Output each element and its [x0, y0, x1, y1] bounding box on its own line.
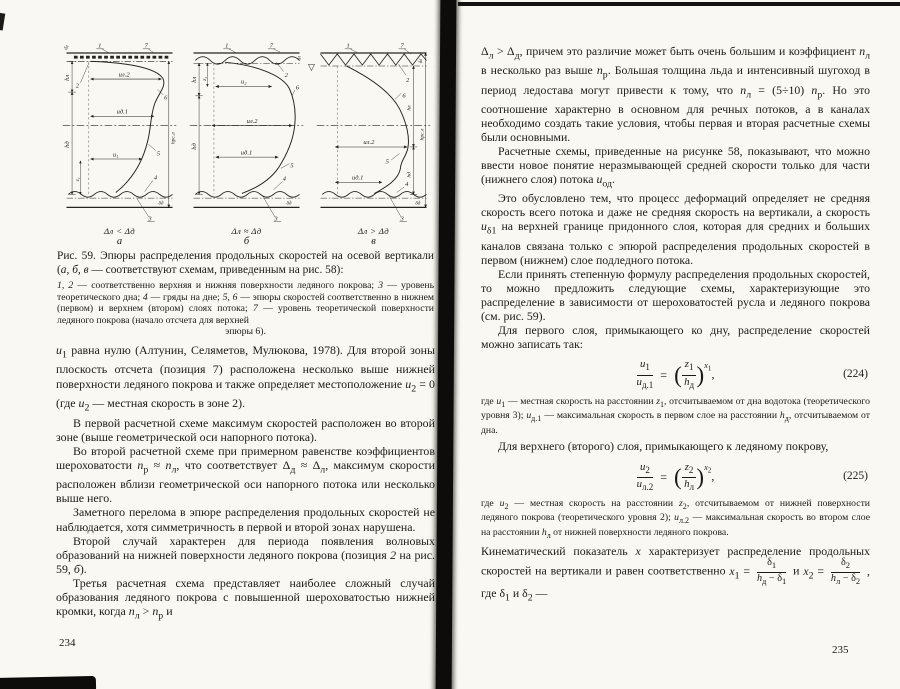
- page-right: [456, 0, 900, 689]
- paragraph: Для первого слоя, примыкающего ко дну, распределение скоростей можно записать так:: [481, 322, 870, 351]
- comma: ,: [711, 366, 715, 381]
- open-paren: (: [674, 362, 682, 388]
- conjunction: и: [793, 563, 800, 578]
- callout-4: 4: [153, 174, 158, 182]
- caption-title: Рис. 59. Эпюры распределения продольных скоростей на осевой вертикали (а, б, в — соответствуют схемам, приведенным на рис. 58):: [57, 250, 434, 276]
- paragraph: Для верхнего (второго) слоя, примыкающего к ледяному покрову,: [498, 439, 829, 454]
- label-u-d1: uд.1: [116, 108, 129, 116]
- diagram-b-svg: [185, 40, 308, 226]
- dim-h-l: hл: [63, 74, 71, 81]
- callout-1: 1: [346, 42, 350, 50]
- callout-7: 7: [144, 42, 148, 50]
- equals-sign: =: [660, 368, 668, 383]
- x1-lhs: $x_1$ =: [729, 563, 751, 582]
- condition-v: Δл > Δд: [357, 226, 390, 236]
- water-level-icon: ▽: [308, 62, 315, 72]
- equals-sign: =: [660, 470, 668, 485]
- lhs-fraction: $\frac{u_1}{u_{д.1}}$: [636, 358, 654, 391]
- page-number-right: 235: [832, 644, 849, 656]
- callout-7: 7: [269, 42, 273, 50]
- right-column-text: [481, 44, 870, 605]
- paragraph: Во второй расчетной схеме при примерном равенстве коэффициентов шероховатости $n_р \approx n_л$, что соответствует $\Delta_д \approx \Delta_л$, максимум скорости расположен вблизи геометрической оси напорного потока или несколько выше него.: [56, 443, 435, 506]
- page-left: [0, 0, 437, 689]
- left-column-text: [56, 343, 435, 624]
- kinematic-tail: , где $\delta_1$ и $\delta_2$ —: [481, 563, 870, 604]
- paragraph: Это обусловлено тем, что процесс деформаций определяет не средняя скорость всего потока и даже не средняя скорость на вертикали, а скорость $u_{\delta 1}$ на верхней границе придонного слоя, которая для средних и больших каналов связана только с эпюрой распределения продольных скоростей в первом (нижнем) слое подледного потока.: [481, 191, 870, 267]
- callout-5: 5: [156, 150, 160, 158]
- paragraph: Если принять степенную формулу распределения продольных скоростей, то можно предложить следующие схемы, характеризующие это распределение в зависимости от шероховатостей русла и ледяного покрова (см. рис. 59).: [481, 266, 870, 323]
- dim-h-rsl: hрс.л: [419, 128, 426, 141]
- equation-number: (225): [843, 470, 868, 483]
- callout-2: 2: [75, 82, 80, 90]
- callout-1: 1: [225, 42, 229, 50]
- x1-fraction: $\frac{\delta_1}{h_д - \delta_1}$: [756, 557, 787, 587]
- callout-5: 5: [385, 158, 389, 166]
- dim-delta-d: δд: [415, 200, 421, 207]
- callout-2: 2: [284, 72, 288, 80]
- formula-note-224: где $u_1$ — местная скорость на расстоянии $z_1$, отсчитываемом от дна водотока (теоретического уровня 3); $u_{д.1}$ — максимальная скорость в первом слое на расстоянии $h_д$, отсчитываемом от дна.: [481, 395, 870, 436]
- velocity-profile-curve: [91, 61, 164, 192]
- callout-4: 4: [405, 181, 409, 189]
- dim-delta-d: δд: [286, 200, 292, 207]
- dim-h-l: hл: [190, 76, 198, 83]
- kinematic-paragraph: [481, 544, 870, 605]
- callout-6: 6: [402, 92, 406, 100]
- callout-6: 6: [164, 94, 168, 102]
- callout-6: 6: [295, 84, 300, 92]
- caption-legend: 1, 2 — соответственно верхняя и нижняя поверхности ледяного покрова; 3 — уровень теоретического дна; 4 — гряды на дне; 5, 6 — эпюры скоростей соответственно в нижнем (первом) и верхнем (втором) слоях потока; 7 — уровень теоретической поверхности ледяного покрова (начало отсчета для верхней: [57, 280, 435, 326]
- paragraph: $u_1$ равна нулю (Алтунин, Селяметов, Мулюкова, 1978). Для второй зоны плоскость отсчета (позиция 7) расположена несколько выше нижней поверхности ледяного покрова и также определяет местоположение $u_2 = 0$ (где $u_2$ — местная скорость в зоне 2).: [56, 343, 435, 414]
- diagram-a: [58, 40, 181, 248]
- letter-v: в: [371, 236, 376, 247]
- x2-lhs: $x_2$ =: [803, 563, 825, 582]
- kinematic-lead: Кинематический показатель x характеризует распределение продольных скоростей на вертикали и равен соответственно: [481, 544, 870, 578]
- open-paren: (: [674, 464, 682, 490]
- rhs-fraction: $\frac{z_2}{h_л}$: [682, 462, 697, 493]
- paragraph: Третья расчетная схема представляет наиболее сложный случай образования ледяного покрова с повышенной шероховатостью нижней кромки, когда $n_л > n_р$ и: [56, 575, 435, 622]
- callout-1: 1: [98, 42, 102, 50]
- caption-legend-end: эпюры 6).: [225, 326, 266, 338]
- condition-a: Δл < Δд: [103, 226, 136, 236]
- dim-delta-d: δд: [158, 200, 164, 207]
- close-paren: ): [696, 464, 705, 490]
- diagram-v: [312, 40, 435, 248]
- label-u-l2: uл.2: [246, 117, 258, 125]
- figure-59: [58, 40, 436, 248]
- letter-b: б: [243, 236, 250, 247]
- dim-delta-l: δл: [417, 58, 424, 64]
- figure-caption: [57, 250, 434, 337]
- paragraph: Заметного перелома в эпюре распределения продольных скоростей не наблюдается, хотя симметричность в первой и второй зонах нарушена.: [56, 505, 435, 534]
- lhs-fraction: $\frac{u_2}{u_{л.2}}$: [636, 460, 654, 493]
- velocity-profile-curve: [225, 62, 295, 193]
- exponent: x2: [704, 462, 712, 475]
- label-u-d1: uд.1: [240, 149, 253, 157]
- scan-corner-bottom-left: [0, 676, 96, 689]
- close-paren: ): [696, 362, 705, 388]
- condition-b: Δл ≈ Δд: [231, 226, 262, 236]
- dim-z1: z₁: [75, 177, 82, 182]
- callout-4: 4: [282, 175, 287, 183]
- diagram-v-svg: [312, 40, 435, 226]
- paragraph: $\Delta_л > \Delta_д$, причем это различие может быть очень большим и коэффициент $n_л$ в несколько раз выше $n_р$. Большая толщина льда и интенсивный шугоход в период ледостава могут привести к тому, что $n_л = (5\div 10)$ $n_р$. Но это соотношение характерно в основном для речных потоков, а в каналах необходимо создать такие условия, чтобы первая и вторая расчетные схемы были основными.: [481, 44, 871, 145]
- callout-3: 3: [148, 215, 152, 223]
- dim-h-d: hд: [190, 143, 198, 150]
- exponent: x1: [704, 359, 712, 373]
- paragraph: Второй случай характерен для периода появления волновых образований на нижней поверхности ледяного покрова (позиция 2 на рис. 59, б).: [56, 533, 435, 576]
- callout-3: 3: [274, 215, 278, 223]
- book-binding-shadow: [436, 0, 457, 689]
- label-u1: u₁: [113, 151, 119, 159]
- equation-225: [481, 460, 870, 493]
- dim-delta-l: δл: [296, 55, 303, 61]
- letter-a: а: [116, 236, 123, 247]
- formula-note-225: где $u_2$ — местная скорость на расстоянии $z_2$, отсчитываемом от нижней поверхности ледяного покрова (теоретического уровня 2); $u_{л.2}$ — максимальная скорость во втором слое на расстоянии $h_л$ от нижней поверхности ледяного покрова.: [481, 497, 870, 540]
- page-number-left: 234: [59, 637, 76, 649]
- rhs-fraction: $\frac{z_1}{h_д}$: [682, 359, 697, 390]
- label-u-d1: uд.1: [351, 174, 364, 182]
- diagram-b: [185, 40, 308, 248]
- callout-3: 3: [400, 215, 404, 223]
- dim-z2: z₂: [202, 76, 209, 81]
- dim-h-d: hд: [63, 141, 71, 148]
- callout-7: 7: [400, 42, 404, 50]
- comma: ,: [711, 469, 715, 484]
- diagram-v-lines: [317, 49, 430, 222]
- callout-5: 5: [290, 162, 294, 170]
- label-u2: u₂: [240, 78, 247, 86]
- paragraph: Расчетные схемы, приведенные на рисунке 58, показывают, что можно ввести новое понятие неразмывающей средней скорости только для части (нижнего слоя) потока $u_{од}$.: [481, 144, 870, 190]
- label-u-l2: uл.2: [118, 71, 130, 79]
- diagram-a-svg: [58, 40, 181, 226]
- x2-fraction: $\frac{\delta_2}{h_л - \delta_2}$: [830, 557, 861, 587]
- dim-h-d: hд: [406, 172, 413, 178]
- scan-edge-top: [458, 2, 900, 6]
- dim-h-l: hл: [406, 105, 413, 111]
- paragraph: В первой расчетной схеме максимум скоростей расположен во второй зоне (выше геометрической оси напорного потока).: [56, 415, 435, 444]
- callout-2: 2: [406, 76, 410, 84]
- equation-224: [481, 358, 870, 391]
- label-u-l2: uл.2: [363, 139, 375, 147]
- equation-number: (224): [843, 368, 868, 381]
- dim-delta-l: δл: [63, 44, 71, 52]
- dim-h-rsl: hрс.л: [170, 132, 177, 145]
